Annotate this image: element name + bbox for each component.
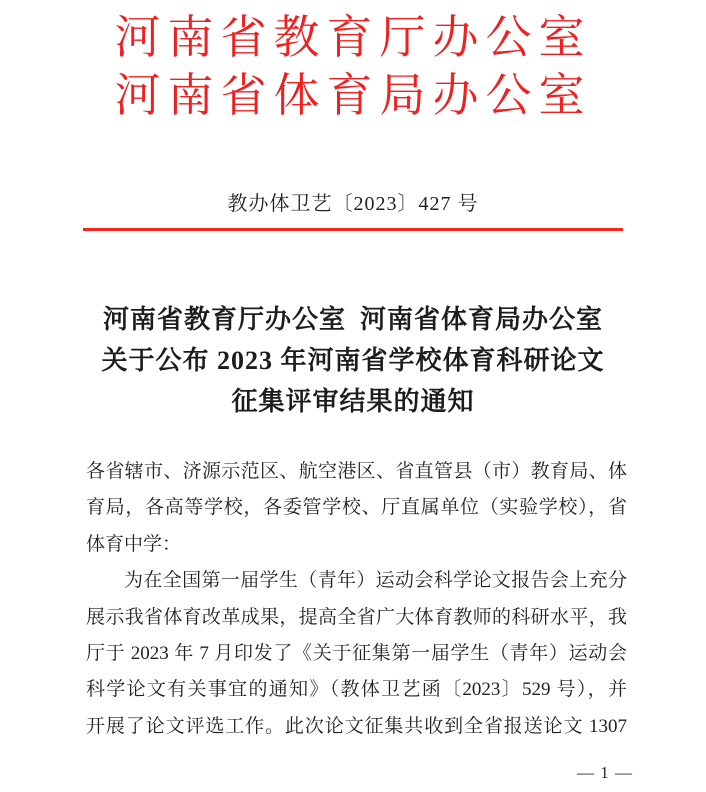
notice-title-line-1: 河南省教育厅办公室 河南省体育局办公室 (102, 305, 603, 334)
body-line: 展示我省体育改革成果，提高全省广大体育教师的科研水平，我 (86, 606, 627, 628)
body-line: 开展了论文评选工作。此次论文征集共收到全省报送论文 1307 (86, 715, 627, 737)
body-line: 各省辖市、济源示范区、航空港区、省直管县（市）教育局、体 (86, 461, 627, 482)
notice-title-line-3: 征集评审结果的通知 (231, 387, 475, 416)
body-line: 科学论文有关事宜的通知》（教体卫艺函〔2023〕529 号），并 (86, 679, 627, 701)
document-number: 教办体卫艺〔2023〕427 号 (227, 193, 479, 215)
body-line: 为在全国第一届学生（青年）运动会科学论文报告会上充分 (124, 570, 627, 592)
body-line: 厅于 2023 年 7 月印发了《关于征集第一届学生（青年）运动会 (86, 643, 627, 665)
notice-title-line-2: 关于公布 2023 年河南省学校体育科研论文 (101, 346, 605, 375)
body-line: 体育中学： (86, 533, 182, 555)
notice-title (0, 299, 706, 422)
red-divider-line (83, 228, 623, 231)
body-line: 育局，各高等学校，各委管学校、厅直属单位（实验学校），省 (86, 497, 627, 519)
issuer-name-sports-office: 河南省体育局办公室 (114, 70, 592, 121)
notice-body (86, 454, 627, 745)
issuer-name-education-office: 河南省教育厅办公室 (114, 12, 592, 63)
page-number: — 1 — (577, 763, 633, 782)
